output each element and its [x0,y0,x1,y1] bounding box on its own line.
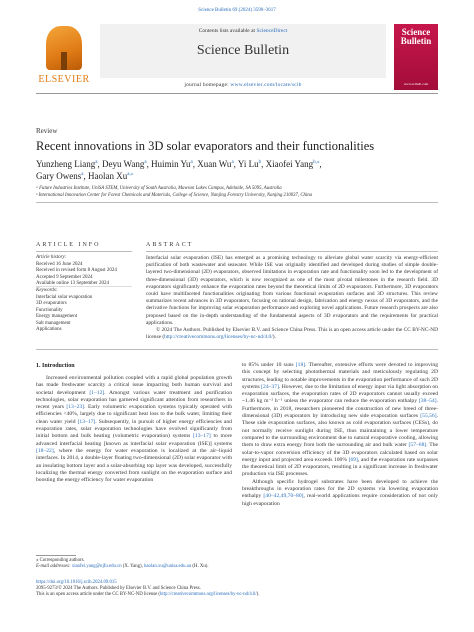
affiliation-marker[interactable]: b [258,160,262,165]
keyword-item: Functionality [36,307,63,313]
history-item: Received 16 June 2024 [36,261,83,267]
abstract-bottom-divider [36,349,438,350]
citation-link[interactable]: [57–68] [408,442,427,449]
elsevier-wordmark: ELSEVIER [38,74,90,85]
elsevier-tree-icon [46,26,82,70]
header-divider [36,93,438,94]
keyword-item: Interfacial solar evaporation [36,294,93,300]
citation-link[interactable]: [69] [348,456,358,463]
doi-link[interactable]: https://doi.org/10.1016/j.scib.2024.09.015 [36,580,117,585]
citation-link[interactable]: [40–42,49,70–80] [263,493,304,500]
affiliation-marker[interactable]: b,⁎ [313,160,320,165]
affiliation-a: ᵃ Future Industries Institute, UniSA STEM, University of South Australia, Mawson Lakes Campus, Adelaide, SA 5095, Australia [36,186,282,191]
citation-link[interactable]: [1–12] [89,389,105,396]
keywords-divider [36,286,132,287]
journal-citation[interactable]: Science Bulletin 69 (2024) 3590–3617 [198,8,276,13]
affiliation-marker[interactable]: a [144,160,147,165]
footnote-divider [36,555,76,556]
section-heading-introduction: 1. Introduction [36,363,75,369]
contents-line: Contents lists available at ScienceDirect [198,28,288,34]
cover-title: Science Bulletin [400,27,432,46]
article-history [36,255,132,288]
article-type: Review [36,127,58,135]
abstract-body [146,255,438,341]
keywords-label: Keywords: [36,288,58,293]
sciencedirect-link[interactable]: ScienceDirect [256,28,288,34]
citation-link[interactable]: [55,56] [420,413,437,420]
history-item: Available online 13 September 2024 [36,281,109,286]
history-item: Received in revised form 8 August 2024 [36,268,117,273]
affiliation-marker[interactable]: a [190,160,193,165]
doi-footer [36,580,438,598]
affiliation-marker[interactable]: a,⁎ [127,172,134,177]
keyword-item: Energy management [36,314,78,319]
author-name[interactable]: Haolan $Xu^{a,⁎}$ [87,171,134,181]
citation-link[interactable]: [38–54] [418,398,437,405]
author-name[interactable]: Xuan Wu$^a$ [197,159,234,169]
citation-link[interactable]: [13–17] [77,418,96,425]
author-name[interactable]: Deyu Wang$^a$ [101,159,147,169]
introduction-column-right [242,362,438,508]
journal-cover-thumbnail[interactable] [394,24,438,90]
abstract-copyright: © 2024 The Authors. Published by Elsevier B.V. and Science China Press. This is an open access article under the CC BY-NC-ND license (http://creativecommons.org/licenses/by-nc-nd/4.0/). [146,327,438,341]
keyword-item: Applications [36,327,62,332]
affiliation-b: ᵇ International Innovation Center for Forest Chemicals and Materials, College of Science, Nanjing Forestry University, Nanjing 210037, China [36,193,313,198]
citation-link[interactable]: [24–37] [261,383,279,390]
license-link[interactable]: http://creativecommons.org/licenses/by-nc-nd/4.0/ [164,334,273,341]
author-name[interactable]: Yunzheng Liang$^a$ [36,159,98,169]
history-item: Accepted 9 September 2024 [36,274,93,280]
cover-url: www.scibull.com [403,82,429,86]
title-divider [36,202,438,203]
author-list-line-2: Gary Owens$^a$, Haolan $Xu^{a,⁎}$ [36,171,134,181]
keywords [36,288,132,334]
author-name[interactable]: Gary Owens$^a$ [36,171,84,181]
author-name[interactable]: Xiaofei Yang$^{b,⁎}$ [265,159,320,169]
footer-license-line: This is an open access article under the CC BY-NC-ND license (http://creativecommons.org/licenses/by-nc-nd/4.0/). [36,592,260,597]
journal-title: Science Bulletin [196,43,290,58]
history-label: Article history: [36,255,67,260]
abstract-text: Interfacial solar evaporation (ISE) has emerged as a promising technology to alleviate global water scarcity via energy-efficient purification of both wastewater and seawater. While ISE was originally identified and developed during studies of simple double-layered two-dimensional (2D) evaporators, observed limitations in evaporation rate and functionality soon led to the development of three-dimensional (3D) evaporators, which is now recognized as one of the most pivotal milestones in the research field. 3D evaporators significantly enhance the evaporation rates beyond the theoretical limits of 2D evaporators. Furthermore, 3D evaporators could have multifaceted functionalities originating from various functional evaporation surfaces and 3D structures. This review summarizes recent advances in 3D evaporators, focusing on rational design, fabrication and energy nexus of 3D evaporators, and the derivative functions for improving solar evaporation performance and exploring novel applications. Future research prospects are also proposed based on the in-depth understanding of the fundamental aspects of 3D evaporators and the requirements for practical applications. [146,255,438,326]
email-link-yang[interactable]: xiaofei.yang@njfu.edu.cn [71,564,122,569]
article-info-heading: ARTICLE INFO [36,242,101,248]
footer-license-link[interactable]: http://creativecommons.org/licenses/by-nc-nd/4.0/ [160,592,257,597]
introduction-paragraph: to 85% under 10 suns [18]. Thereafter, extensive efforts were devoted to improving this concept by selecting photothermal materials and meticulously regulating 2D structures, leading to notable improvements in the evaporation performance of such 2D systems [24–37]. However, due to the limitation of energy input via light absorption on evaporation surfaces, the evaporation rates of 2D evaporators cannot usually exceed ~1.46 kg m⁻² h⁻¹ unless the evaporator can reduce the evaporation enthalpy [38–54]. Furthermore, in 2018, researchers pioneered the construction of new breed of three-dimensional (3D) evaporators by introducing new side evaporation surfaces [55,56]. These side evaporation surfaces, also known as cold evaporation surfaces (CESs), do not normally receive sunlight during ISE, thus maintaining a lower temperature compared to the surrounding environment due to natural evaporative cooling, allowing them to draw extra energy from both the surrounding air and bulk water [57–68]. The solar-to-vapor conversion efficiency of the 3D evaporators calculated based on solar energy input and projected area exceeds 100% [69], and the evaporation rate surpasses the theoretical limit of 2D evaporators, resulting in a significant increase in freshwater production via ISE processes. [242,362,439,478]
email-link-xu[interactable]: haolan.xu@unisa.edu.au [144,564,192,569]
author-name[interactable]: Yi Lu$^b$ [237,159,262,169]
citation-link[interactable]: [18] [295,362,306,368]
elsevier-logo[interactable] [36,24,92,90]
homepage-link[interactable]: www.elsevier.com/locate/scib [230,82,302,88]
introduction-paragraph: Although specific hydrogel substrates have been developed to achieve the breakthroughs in evaporation rates for the 2D systems via lowering evaporation enthalpy [40–42,49,70–80], real-world applications require consideration of not only high evaporation [242,478,438,507]
introduction-column-left: Increased environmental pollution coupled with a rapid global population growth has made freshwater scarcity a critical issue impacting both human survival and societal development [1–12]. Amongst various water treatment and purification technologies, solar evaporation has garnered significant attention from researchers in recent years [13–23]. Early volumetric evaporation systems typically operated with efficiencies <40%, largely due to significant heat loss to the bulk water, limiting their clean water yield [13–17]. Subsequently, in pursuit of higher energy efficiencies and evaporation rates, solar evaporation technologies have evolved significantly from initial bottom and bulk heating (volumetric evaporation) systems [13–17] to more advanced interfacial heating [known as interfacial solar evaporation (ISE)] systems [18–22], where the energy for water evaporation is localized at the air–liquid interfaces. In 2014, a double-layer floating two-dimensional (2D) solar evaporator with an insulating bottom layer and a solar-absorbing top layer was developed, successfully localizing the thermal energy converted from sunlight on the evaporation surface and boosting the energy efficiency for water evaporation [36,375,232,484]
abstract-divider [146,251,438,252]
journal-homepage: journal homepage: www.elsevier.com/locate/scib [184,82,302,88]
keyword-item: Salt management [36,320,71,326]
citation-link[interactable]: [13–23] [66,404,85,411]
article-title: Recent innovations in 3D solar evaporators and their functionalities [36,139,375,153]
citation-link[interactable]: [13–17] [193,433,211,440]
issn-line: 2095-9273/© 2024 The Authors. Published by Elsevier B.V. and Science China Press. [36,586,201,591]
keyword-item: 3D evaporators [36,301,67,306]
abstract-heading: ABSTRACT [146,242,194,248]
affiliation-marker[interactable]: a [95,160,98,165]
corresponding-label: ⁎ Corresponding authors. [36,558,85,563]
email-line: E-mail addresses: xiaofei.yang@njfu.edu.cn (X. Yang), haolan.xu@unisa.edu.au (H. Xu). [36,564,209,569]
citation-link[interactable]: [18–22] [36,447,54,454]
corresponding-author-footnote [36,558,232,570]
author-name[interactable]: Huimin Yu$^a$ [151,159,193,169]
author-list-line-1: Yunzheng Liang$^a$, Deyu Wang$^a$, Huimin Yu$^a$, Xuan Wu$^a$, Yi Lu$^b$, Xiaofei Yang$^{b,⁎}$, [36,159,322,169]
affiliation-marker[interactable]: a [231,160,234,165]
journal-header-box [100,24,386,78]
affiliation-marker[interactable]: a [81,172,84,177]
article-info-divider [36,251,132,252]
